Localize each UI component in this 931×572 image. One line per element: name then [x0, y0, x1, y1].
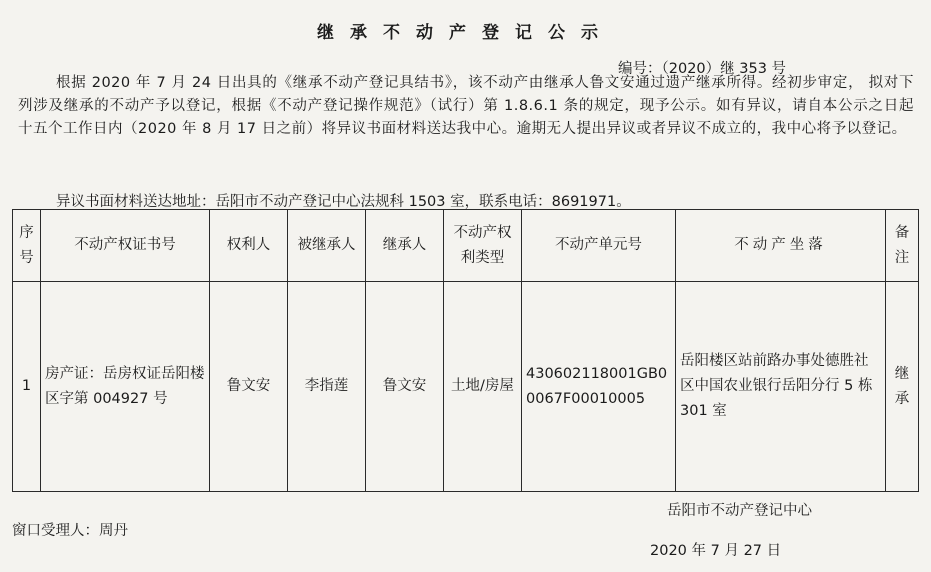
- window-handler: 窗口受理人：周丹: [12, 523, 128, 539]
- header-heir: 继承人: [366, 210, 444, 282]
- header-cert: 不动产权证书号: [41, 210, 210, 282]
- cell-cert: 房产证：岳房权证岳阳楼区字第 004927 号: [41, 282, 210, 492]
- table-row: [13, 282, 919, 492]
- notice-number: 编号：（2020）继 353 号: [618, 61, 787, 77]
- table-header-row: [13, 210, 919, 282]
- cell-deceased: 李指莲: [288, 282, 366, 492]
- registration-table: [12, 209, 919, 492]
- cell-location: 岳阳楼区站前路办事处德胜社区中国农业银行岳阳分行 5 栋 301 室: [676, 282, 886, 492]
- header-location: 不动产坐落: [676, 210, 886, 282]
- header-unit-number: 不动产单元号: [522, 210, 676, 282]
- header-deceased: 被继承人: [288, 210, 366, 282]
- cell-remark: 继承: [886, 282, 919, 492]
- notice-paragraph: 根据 2020 年 7 月 24 日出具的《继承不动产登记具结书》，该不动产由继承人鲁文安通过遗产继承所得。经初步审定， 拟对下列涉及继承的不动产予以登记，根据《不动产登记操作规范》（试行）第 1.8.6.1 条的规定，现予公示。如有异议，请自本公示之日起十五个工作日内（2020 年 8 月 17 日之前）将异议书面材料送达我中心。逾期无人提出异议或者异议不成立的，我中心将予以登记。: [18, 75, 914, 137]
- cell-unit-number: 430602118001GB00067F00010005: [522, 282, 676, 492]
- header-holder: 权利人: [210, 210, 288, 282]
- cell-heir: 鲁文安: [366, 282, 444, 492]
- notice-title: 继承不动产登记公示: [317, 23, 614, 43]
- header-right-type: 不动产权利类型: [444, 210, 522, 282]
- cell-right-type: 土地/房屋: [444, 282, 522, 492]
- header-remark: 备注: [886, 210, 919, 282]
- notice-date: 2020 年 7 月 27 日: [650, 543, 782, 559]
- issuing-org: 岳阳市不动产登记中心: [667, 503, 812, 519]
- cell-seq: 1: [13, 282, 41, 492]
- objection-address: 异议书面材料送达地址：岳阳市不动产登记中心法规科 1503 室，联系电话：8691971。: [56, 194, 631, 210]
- cell-holder: 鲁文安: [210, 282, 288, 492]
- header-seq: 序号: [13, 210, 41, 282]
